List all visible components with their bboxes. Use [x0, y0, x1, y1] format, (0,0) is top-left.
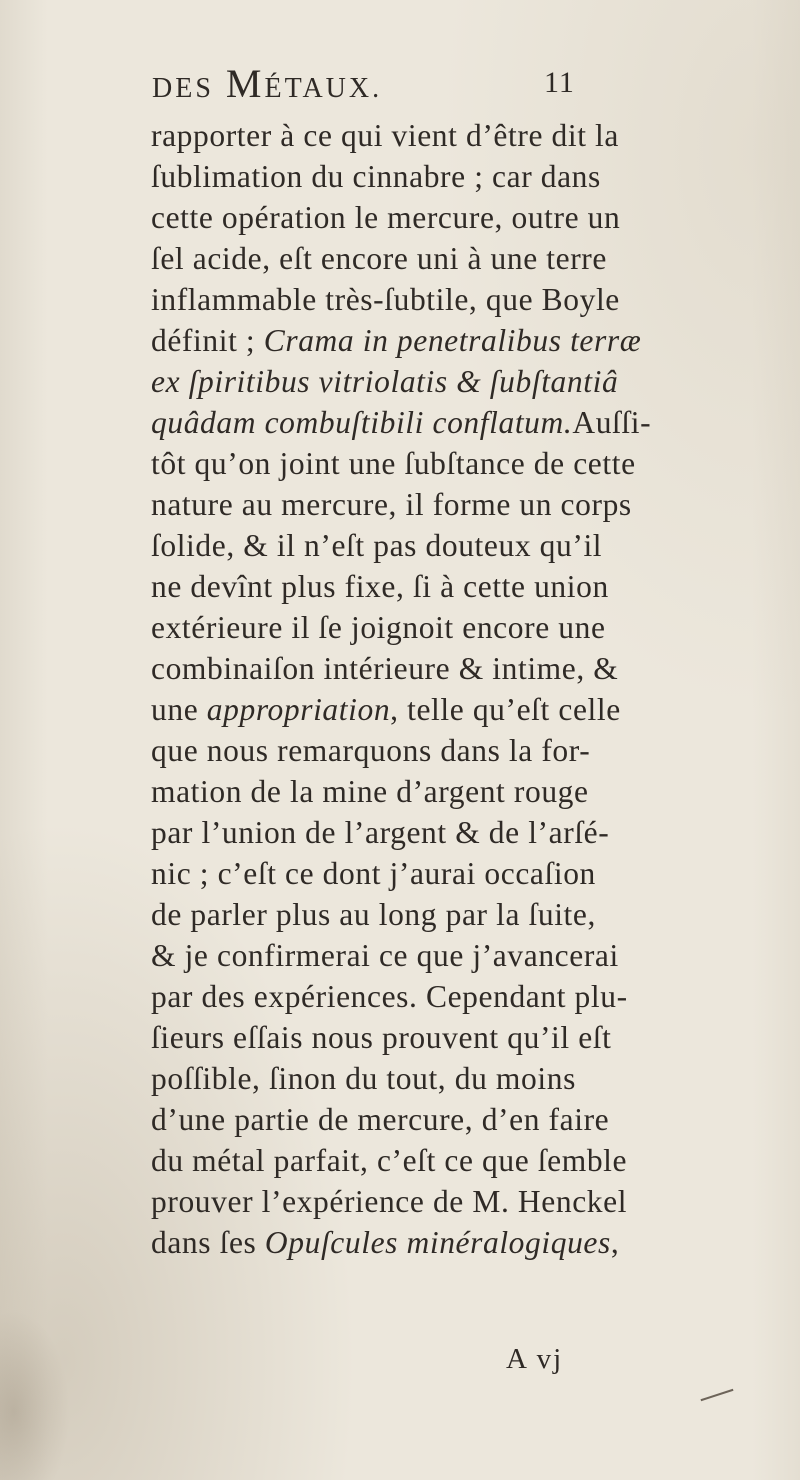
text-line-6-roman: définit ;	[151, 323, 264, 358]
signature-mark: A vj	[506, 1343, 564, 1375]
text-line-15-roman: une	[151, 692, 207, 727]
text-line-21: & je confirmerai ce que j’avancerai	[151, 938, 619, 973]
text-line-7	[151, 362, 618, 402]
paper-stain	[0, 1310, 70, 1480]
text-line-6-latin: Crama in penetralibus terræ	[263, 323, 642, 358]
text-line-19: nic ; c’eſt ce dont j’aurai occaſion	[151, 856, 596, 891]
text-line-23: ſieurs eſſais nous prouvent qu’il eſt	[151, 1020, 612, 1055]
text-line-27: prouver l’expérience de M. Henckel	[151, 1184, 628, 1219]
running-head-etaux: ÉTAUX.	[264, 73, 383, 104]
running-head-m: M	[225, 61, 265, 106]
text-line-5: inflammable très-ſubtile, que Boyle	[151, 282, 620, 317]
text-line-13: extérieure il ſe joignoit encore une	[151, 610, 606, 645]
text-line-7-latin: ex ſpiritibus vitriolatis & ſubſtantiâ	[151, 364, 619, 399]
text-line-11: ſolide, & il n’eſt pas douteux qu’il	[151, 528, 603, 563]
text-line-8-roman: Auſſi-	[572, 405, 652, 440]
running-head-des: DES	[152, 73, 214, 104]
text-line-22: par des expériences. Cependant plu-	[151, 979, 628, 1014]
text-line-8-latin: quâdam combuſtibili conflatum.	[151, 405, 573, 440]
text-line-18: par l’union de l’argent & de l’arſé-	[151, 815, 610, 850]
text-line-28-roman: dans ſes	[151, 1225, 265, 1260]
text-line-15-tail: , telle qu’eſt celle	[390, 692, 621, 727]
text-line-16: que nous remarquons dans la for-	[151, 733, 591, 768]
text-line-9: tôt qu’on joint une ſubſtance de cette	[151, 446, 636, 481]
text-line-24: poſſible, ſinon du tout, du moins	[151, 1061, 576, 1096]
running-head-title	[152, 60, 382, 107]
text-line-8	[151, 403, 651, 443]
running-head	[0, 60, 800, 110]
text-line-3: cette opération le mercure, outre un	[151, 200, 621, 235]
text-line-10: nature au mercure, il forme un corps	[151, 487, 632, 522]
text-line-12: ne devînt plus fixe, ſi à cette union	[151, 569, 609, 604]
text-line-15-italic: appropriation	[206, 692, 391, 727]
text-line-4: ſel acide, eſt encore uni à une terre	[151, 241, 607, 276]
text-line-28-tail: ,	[610, 1225, 620, 1260]
ink-mark	[701, 1389, 734, 1401]
text-line-26: du métal parfait, c’eſt ce que ſemble	[151, 1143, 628, 1178]
text-line-2: ſublimation du cinnabre ; car dans	[151, 159, 601, 194]
text-line-14: combinaiſon intérieure & intime, &	[151, 651, 619, 686]
text-line-6	[151, 321, 641, 361]
text-line-28-italic: Opuſcules minéralogiques	[264, 1225, 611, 1260]
text-line-15	[151, 690, 621, 730]
text-line-25: d’une partie de mercure, d’en faire	[151, 1102, 610, 1137]
text-line-28	[151, 1223, 619, 1263]
text-line-17: mation de la mine d’argent rouge	[151, 774, 589, 809]
text-line-1: rapporter à ce qui vient d’être dit la	[151, 118, 619, 153]
page-number: 11	[544, 66, 575, 99]
text-line-20: de parler plus au long par la ſuite,	[151, 897, 596, 932]
